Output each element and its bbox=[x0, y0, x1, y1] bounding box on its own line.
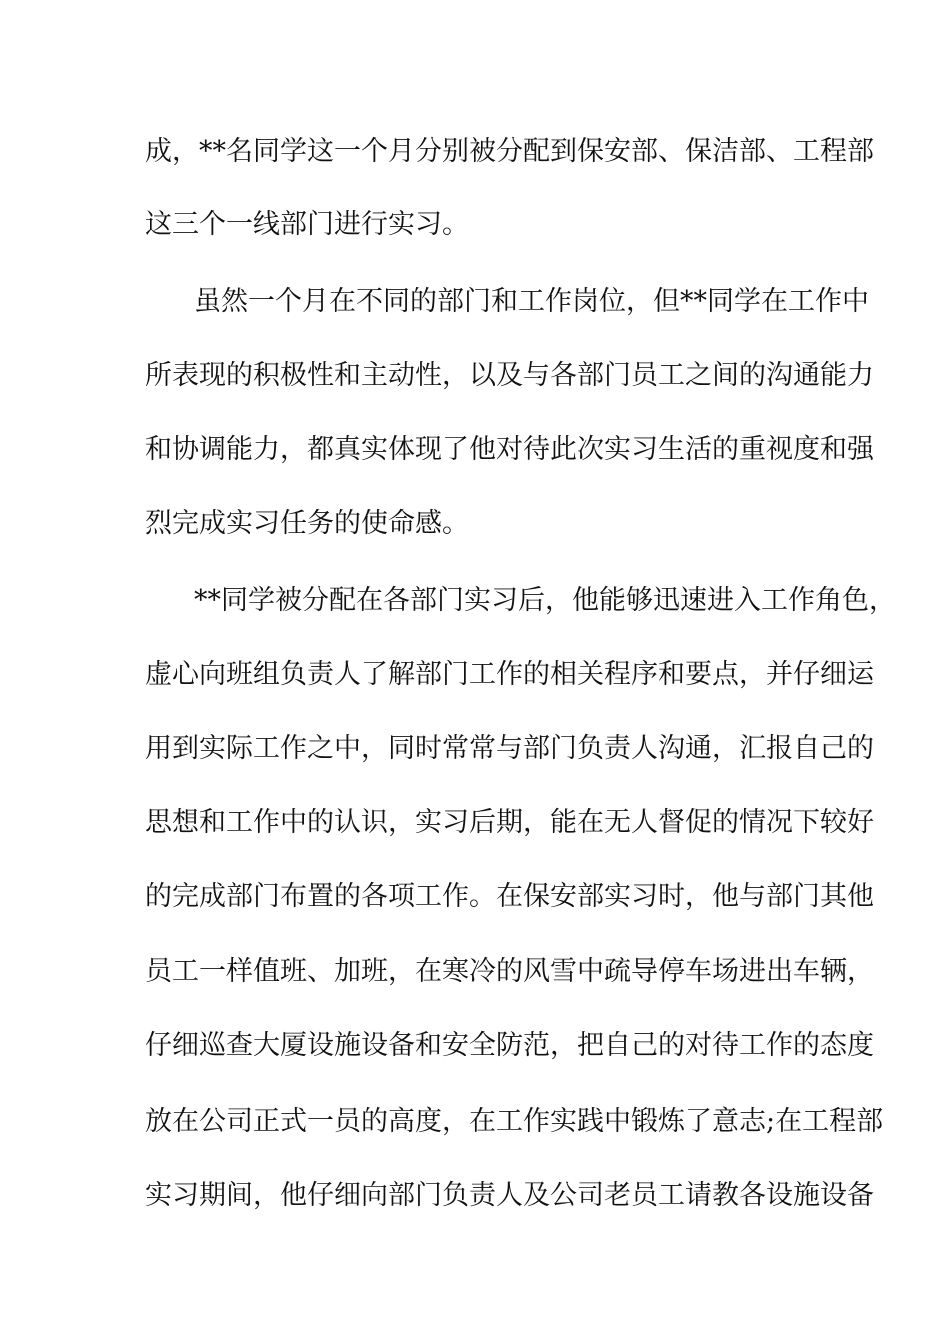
paragraph-line: 仔细巡查大厦设施设备和安全防范，把自己的对待工作的态度 bbox=[145, 1030, 874, 1061]
paragraph-line: 这三个一线部门进行实习。 bbox=[145, 209, 469, 240]
paragraph-line: **同学被分配在各部门实习后，他能够迅速进入工作角色， bbox=[194, 585, 896, 616]
paragraph-line: 成，**名同学这一个月分别被分配到保安部、保洁部、工程部 bbox=[145, 136, 874, 167]
paragraph-line: 实习期间，他仔细向部门负责人及公司老员工请教各设施设备 bbox=[145, 1180, 874, 1211]
paragraph-line: 烈完成实习任务的使命感。 bbox=[145, 508, 469, 539]
paragraph-line: 虽然一个月在不同的部门和工作岗位，但**同学在工作中 bbox=[194, 286, 869, 317]
paragraph-line: 和协调能力，都真实体现了他对待此次实习生活的重视度和强 bbox=[145, 434, 874, 465]
paragraph-line: 的完成部门布置的各项工作。在保安部实习时，他与部门其他 bbox=[145, 881, 874, 912]
paragraph-line: 放在公司正式一员的高度，在工作实践中锻炼了意志;在工程部 bbox=[145, 1106, 884, 1137]
paragraph-line: 所表现的积极性和主动性，以及与各部门员工之间的沟通能力 bbox=[145, 360, 874, 391]
paragraph-line: 员工一样值班、加班，在寒冷的风雪中疏导停车场进出车辆， bbox=[145, 956, 874, 987]
paragraph-line: 虚心向班组负责人了解部门工作的相关程序和要点，并仔细运 bbox=[145, 659, 874, 690]
paragraph-line: 思想和工作中的认识，实习后期，能在无人督促的情况下较好 bbox=[145, 807, 874, 838]
paragraph-line: 用到实际工作之中，同时常常与部门负责人沟通，汇报自己的 bbox=[145, 733, 874, 764]
